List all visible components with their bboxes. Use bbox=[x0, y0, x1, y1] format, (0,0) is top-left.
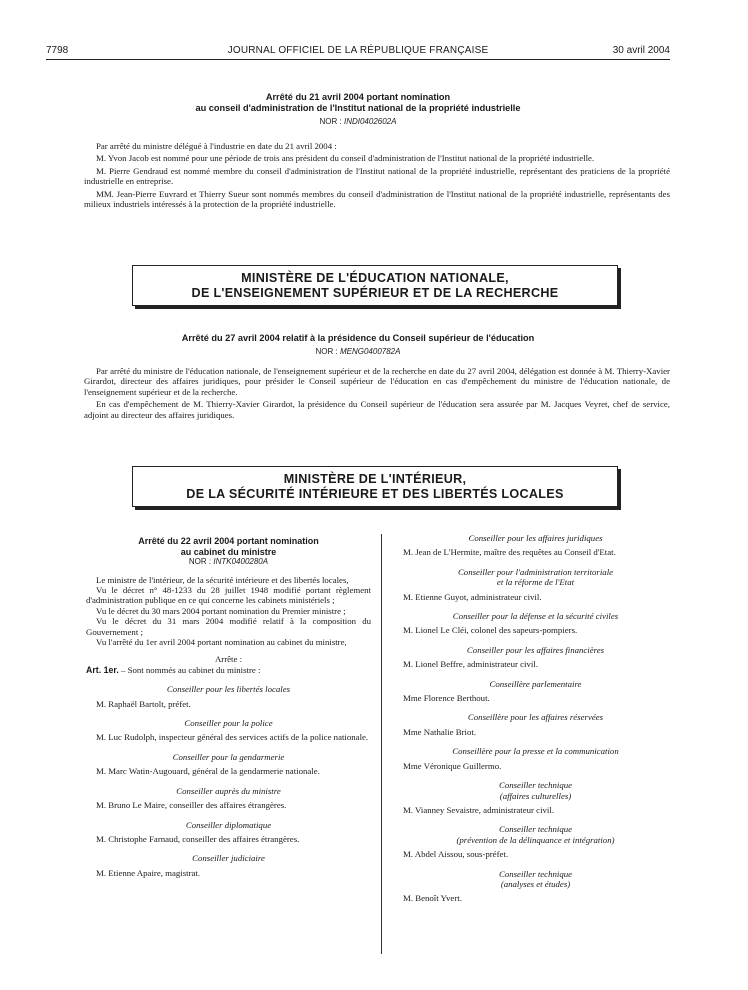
paragraph: M. Pierre Gendraud est nommé membre du conseil d'administration de l'Institut national de la propriété industrielle, représentant des praticiens de la propriété industrielle en entreprise. bbox=[84, 165, 670, 187]
nor-label: NOR : bbox=[188, 557, 212, 567]
ministry-line2: DE LA SÉCURITÉ INTÉRIEURE ET DES LIBERTÉS LOCALES bbox=[186, 487, 564, 501]
paragraph: M. Yvon Jacob est nommé pour une période de trois ans président du conseil d'administration de l'Institut national de la propriété industrielle. bbox=[96, 153, 595, 164]
ministry-line1: MINISTÈRE DE L'INTÉRIEUR, bbox=[283, 472, 467, 486]
right-appointments bbox=[393, 533, 678, 913]
arrete1-title-line1: Arrêté du 21 avril 2004 portant nomination bbox=[265, 92, 451, 102]
arrete2-body bbox=[84, 366, 670, 422]
arrete1-title-block bbox=[46, 92, 670, 127]
appointment-role: Conseiller technique (prévention de la délinquance et intégration) bbox=[456, 824, 615, 845]
ministry-line2: DE L'ENSEIGNEMENT SUPÉRIEUR ET DE LA RECHERCHE bbox=[191, 286, 559, 300]
visa: Vu le décret du 31 mars 2004 modifié relatif à la composition du Gouvernement ; bbox=[86, 616, 371, 637]
article-label: Art. 1er. bbox=[86, 664, 119, 675]
arrete3-nor bbox=[86, 557, 371, 567]
appointment-role: Conseiller pour la gendarmerie bbox=[172, 751, 285, 762]
appointment-role: Conseiller pour les libertés locales bbox=[166, 684, 291, 695]
appointee-name: M. Jean de L'Hermite, maître des requêtes au Conseil d'Etat. bbox=[403, 547, 616, 558]
right-column bbox=[393, 533, 678, 913]
appointee-name: M. Etienne Guyot, administrateur civil. bbox=[403, 591, 542, 602]
arrete2-title: Arrêté du 27 avril 2004 relatif à la présidence du Conseil supérieur de l'éducation bbox=[181, 333, 535, 343]
arrete-word: Arrête : bbox=[214, 654, 243, 665]
appointment-role: Conseiller diplomatique bbox=[185, 819, 272, 830]
appointee-name: M. Christophe Farnaud, conseiller des affaires étrangères. bbox=[96, 833, 300, 844]
appointment-role: Conseillère parlementaire bbox=[489, 678, 582, 689]
appointment-role: Conseiller pour la défense et la sécurité civiles bbox=[452, 611, 619, 622]
ministry-heading-education bbox=[132, 265, 618, 306]
visa: Le ministre de l'intérieur, de la sécurité intérieure et des libertés locales, bbox=[96, 574, 349, 585]
appointee-name: M. Lionel Le Cléi, colonel des sapeurs-pompiers. bbox=[403, 625, 578, 636]
arrete2-title-block bbox=[46, 333, 670, 357]
appointee-name: Mme Nathalie Briot. bbox=[403, 726, 477, 737]
appointee-name: M. Abdel Aissou, sous-préfet. bbox=[403, 849, 509, 860]
visa: Vu le décret n° 48-1233 du 28 juillet 1948 modifié portant règlement d'administration publique en ce qui concerne les cabinets ministériels ; bbox=[86, 585, 371, 606]
appointee-name: M. Benoît Yvert. bbox=[403, 893, 462, 904]
appointee-name: M. Bruno Le Maire, conseiller des affaires étrangères. bbox=[96, 800, 287, 811]
article-text: – Sont nommés au cabinet du ministre : bbox=[118, 664, 261, 675]
page-header bbox=[46, 43, 670, 60]
nor-label: NOR : bbox=[319, 117, 342, 126]
appointment-role: Conseiller pour les affaires financières bbox=[466, 644, 605, 655]
arrete2-nor bbox=[46, 346, 670, 357]
nor-label: NOR : bbox=[315, 347, 338, 356]
appointee-name: M. Vianney Sevaistre, administrateur civil. bbox=[403, 804, 555, 815]
appointment-role: Conseiller judiciaire bbox=[192, 853, 265, 864]
appointee-name: M. Luc Rudolph, inspecteur général des services actifs de la police nationale. bbox=[96, 732, 369, 743]
appointee-name: M. Marc Watin-Augouard, général de la gendarmerie nationale. bbox=[96, 766, 320, 777]
appointment-role: Conseiller pour l'administration territoriale et la réforme de l'Etat bbox=[457, 566, 614, 588]
appointee-name: M. Etienne Apaire, magistrat. bbox=[96, 867, 201, 878]
column-divider bbox=[381, 534, 382, 954]
appointment-role: Conseiller pour la police bbox=[184, 718, 273, 729]
publication-date: 30 avril 2004 bbox=[612, 45, 670, 56]
arrete1-title-line2: au conseil d'administration de l'Institut national de la propriété industrielle bbox=[195, 103, 521, 113]
paragraph: MM. Jean-Pierre Euvrard et Thierry Sueur sont nommés membres du conseil d'administration de l'Institut national de la propriété industrielle, représentants des milieux industriels intéressés à la protection de la propriété industrielle. bbox=[84, 188, 670, 210]
appointment-role: Conseiller technique (analyses et études) bbox=[498, 868, 573, 889]
arrete3-title-line2: au cabinet du ministre bbox=[180, 546, 277, 557]
left-column bbox=[86, 536, 371, 887]
arrete3-title-line1: Arrêté du 22 avril 2004 portant nomination bbox=[138, 536, 319, 546]
paragraph: Par arrêté du ministre délégué à l'industrie en date du 21 avril 2004 : bbox=[96, 141, 337, 151]
article-1 bbox=[86, 665, 371, 675]
appointee-name: M. Raphaël Bartolt, préfet. bbox=[96, 698, 191, 709]
visa: Vu le décret du 30 mars 2004 portant nomination du Premier ministre ; bbox=[96, 605, 346, 616]
appointment-role: Conseiller technique (affaires culturelles) bbox=[498, 780, 573, 801]
appointment-role: Conseillère pour les affaires réservées bbox=[467, 712, 604, 723]
left-appointments bbox=[86, 684, 371, 887]
appointee-name: Mme Florence Berthout. bbox=[403, 693, 490, 704]
appointment-role: Conseillère pour la presse et la communication bbox=[452, 746, 619, 757]
appointment-role: Conseiller pour les affaires juridiques bbox=[468, 533, 603, 543]
appointee-name: M. Lionel Beffre, administrateur civil. bbox=[403, 659, 538, 670]
visa: Vu l'arrêté du 1er avril 2004 portant nomination au cabinet du ministre, bbox=[96, 637, 347, 648]
appointee-name: Mme Véronique Guillermo. bbox=[403, 760, 502, 771]
arrete1-nor bbox=[46, 116, 670, 127]
nor-code: INTK0400280A bbox=[213, 557, 269, 567]
journal-title: JOURNAL OFFICIEL DE LA RÉPUBLIQUE FRANÇAISE bbox=[227, 45, 489, 56]
paragraph: En cas d'empêchement de M. Thierry-Xavier Girardot, la présidence du Conseil supérieur de l'éducation sera assurée par M. Jacques Veyret, chef de service, adjoint au directeur des affaires juridiques. bbox=[84, 399, 670, 420]
ministry-heading-interior bbox=[132, 466, 618, 507]
appointment-role: Conseiller auprès du ministre bbox=[176, 785, 281, 796]
paragraph: Par arrêté du ministre de l'éducation nationale, de l'enseignement supérieur et de la recherche en date du 27 avril 2004, délégation est donnée à M. Thierry-Xavier Girardot, directeur des affaires juridiques, pour présider le Conseil supérieur de l'éducation en cas d'empêchement du ministre de l'éducation nationale, de l'enseignement supérieur et de la recherche. bbox=[84, 366, 670, 397]
nor-code: INDI0402602A bbox=[343, 117, 397, 126]
nor-code: MENG0400782A bbox=[339, 347, 401, 356]
ministry-line1: MINISTÈRE DE L'ÉDUCATION NATIONALE, bbox=[241, 271, 509, 285]
arrete1-body bbox=[84, 141, 670, 211]
page-number: 7798 bbox=[46, 45, 69, 56]
